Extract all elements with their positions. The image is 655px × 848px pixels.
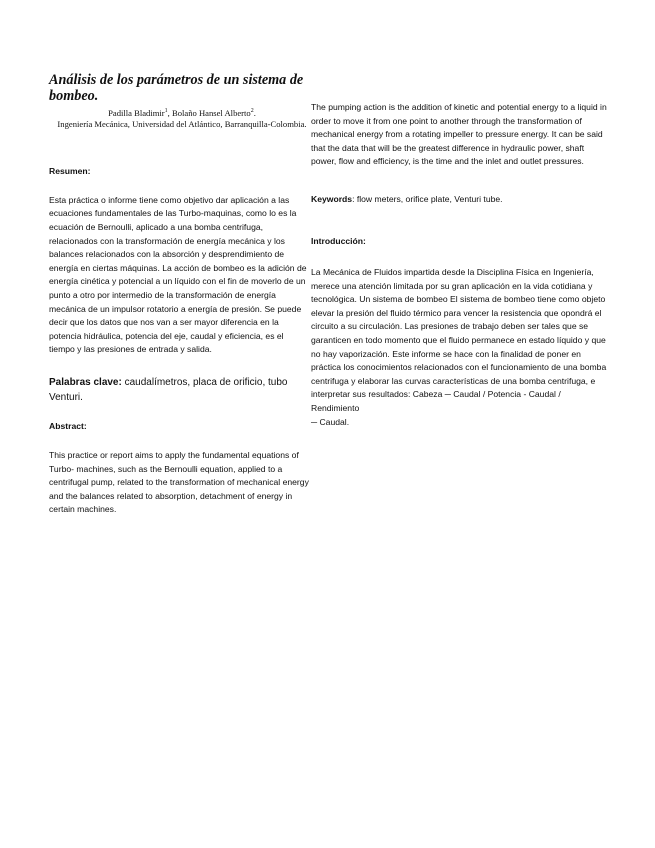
author-2: , Bolaño Hansel Alberto: [167, 107, 251, 118]
author-end: .: [253, 107, 256, 118]
abstract-continued: The pumping action is the addition of kinetic and potential energy to a liquid in order to move it from one point to another through the transformation of mechanical energy from a rotating impeller to pressure energy. It can be said that the data that will be the greatest difference in hydraulic power, shaft power, flow and efficiency, is the time and the inlet and outlet pressures.: [311, 102, 607, 167]
author-2-mark: 2: [250, 108, 254, 114]
keywords-label: Keywords: [311, 193, 353, 204]
introduccion-heading: Introducción:: [311, 235, 366, 246]
left-column: [49, 72, 311, 517]
abstract-heading: Abstract:: [49, 420, 87, 431]
palabras-clave-text: caudalímetros, placa de orificio, tubo Venturi.: [49, 376, 288, 403]
paper-title: Análisis de los parámetros de un sistema de bombeo.: [49, 72, 304, 104]
introduccion-text: La Mecánica de Fluidos impartida desde la Disciplina Física en Ingeniería, merece una atención limitada por su gran aplicación en la vida cotidiana y tecnológica. Un sistema de bombeo El sistema de bombeo tiene como objeto elevar la presión del fluido térmico para vencer la resistencia que opondrá el circuito a su circulación. Las presiones de trabajo deben ser tales que se garanticen en todo momento que el fluido permanece en estado líquido y que no hay vaporización. Este informe se hace con la finalidad de poner en práctica los conocimientos relacionados con el funcionamiento de una bomba centrifuga y elaborar las curvas características de una bomba centrifuga, e interpretar sus resultados: Cabeza ─ Caudal / Potencia - Caudal / Rendimiento: [311, 266, 607, 413]
keywords: [311, 193, 607, 206]
palabras-clave-label: Palabras clave:: [49, 376, 122, 388]
introduccion-text-end: ─ Caudal.: [311, 416, 350, 427]
keywords-text: : flow meters, orifice plate, Venturi tube.: [352, 193, 503, 204]
resumen-heading: Resumen:: [49, 165, 91, 176]
author-1-mark: 1: [164, 108, 168, 114]
palabras-clave: [49, 375, 311, 405]
right-column: [311, 101, 607, 429]
author-affiliation: [49, 106, 311, 130]
resumen-text: Esta práctica o informe tiene como objetivo dar aplicación a las ecuaciones fundamentales de las Turbo-maquinas, como lo es la ecuación de Bernoulli, aplicado a una bomba centrifuga, relacionados con la transformación de energía mecánica y los balances relacionados con la absorción y desprendimiento de energía en ciertas máquinas. La acción de bombeo es la adición de energía cinética y potencial a un líquido con el fin de moverlo de un punto a otro por intermedio de la transformación de energía mecánica de un impulsor rotatorio a energía de presión. Se puede decir que los datos que nos van a ser mayor diferencia en la potencia hidráulica, potencia del eje, caudal y eficiencia, es el tiempo y las presiones de entrada y salida.: [49, 194, 307, 355]
abstract-text: This practice or report aims to apply the fundamental equations of Turbo- machines, such as the Bernoulli equation, applied to a centrifugal pump, related to the transformation of mechanical energy and the balances related to absorption, detachment of energy in certain machines.: [49, 449, 309, 515]
affiliation: Ingeniería Mecánica, Universidad del Atlántico, Barranquilla-Colombia.: [57, 118, 307, 129]
author-1: Padilla Bladimir: [108, 107, 165, 118]
